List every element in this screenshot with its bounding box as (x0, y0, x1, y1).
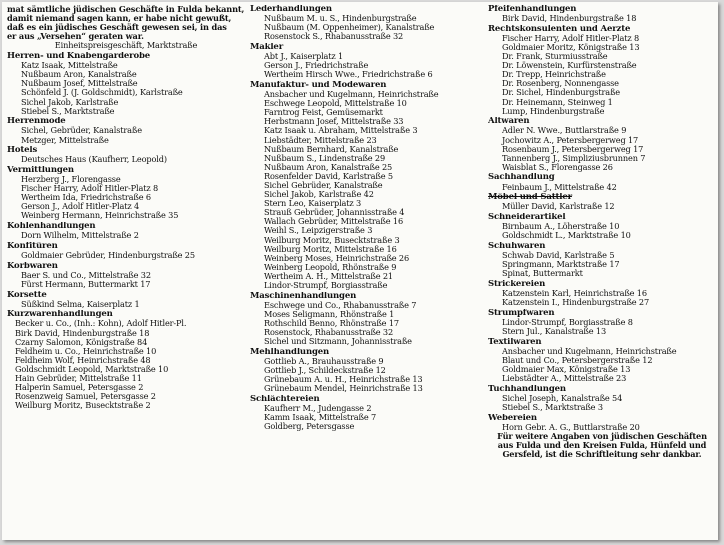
list-entry: Sichel Joseph, Kanalstraße 54 (502, 393, 623, 403)
list-entry: Liebstädter, Mittelstraße 23 (264, 135, 377, 145)
text-line: er aus „Versehen“ geraten war. (7, 32, 144, 42)
list-entry: Feldheim u. Co., Heinrichstraße 10 (15, 346, 157, 356)
list-entry: Nußbaum (M. Oppenheimer), Kanalstraße (264, 23, 435, 33)
section-heading: Herrenmode (7, 117, 66, 127)
newspaper-page (2, 2, 718, 540)
list-entry: Horn Gebr. A. G., Buttlarstraße 20 (502, 422, 640, 432)
list-entry: Rosenzweig Samuel, Petersgasse 2 (15, 392, 156, 402)
list-entry: Liebstädter A., Mittelstraße 23 (502, 374, 627, 383)
section-heading: Konfitüren (7, 241, 58, 251)
section-heading: Möbel und Sattler (488, 193, 572, 203)
list-entry: Deutsches Haus (Kaufherr, Leopold) (21, 155, 167, 165)
list-entry: Wertheim Ida, Friedrichstraße 6 (21, 193, 151, 203)
list-entry: Katzenstein I., Hindenburgstraße 27 (502, 298, 650, 308)
list-entry: Strauß Gebrüder, Johannisstraße 4 (264, 208, 405, 218)
section-heading: Vermittlungen (7, 165, 74, 175)
list-entry: Weihl S., Leipzigerstraße 3 (264, 226, 373, 236)
section-heading: Pfeifenhandlungen (488, 5, 577, 14)
list-entry: Fürst Hermann, Buttermarkt 17 (21, 279, 151, 289)
list-entry: Stern Jul., Kanalstraße 13 (502, 326, 607, 336)
section-heading: Strumpfwaren (488, 308, 555, 318)
list-entry: Dr. Heinemann, Steinweg 1 (502, 97, 613, 107)
list-entry: Goldmaier Gebrüder, Hindenburgstraße 25 (21, 251, 195, 260)
list-entry: Sichel Jakob, Karlstraße 42 (264, 190, 374, 200)
list-entry: Springmann, Marktstraße 17 (502, 260, 620, 270)
list-entry: Schwab David, Karlstraße 5 (502, 251, 615, 260)
list-entry: Birk David, Hindenburgstraße 18 (15, 328, 150, 338)
section-heading: Herren- und Knabengarderobe (7, 52, 151, 62)
list-entry: Eschwege Leopold, Mittelstraße 10 (264, 99, 407, 109)
column-middle (250, 5, 482, 431)
list-entry: Weinberg Leopold, Rhönstraße 9 (264, 262, 397, 272)
text-line: Gersfeld, ist die Schriftleitung sehr dankbar. (502, 449, 702, 459)
list-entry: Goldberg, Petersgasse (264, 422, 355, 432)
list-entry: Nußbaum Aron, Kanalstraße 25 (264, 162, 393, 172)
section-heading: Korsette (7, 290, 47, 300)
text-line: Für weitere Angaben von jüdischen Geschäften (497, 431, 707, 441)
section-heading: Rechtskonsulenten und Aerzte (488, 24, 631, 34)
list-entry: Grünebaum A. u. H., Heinrichstraße 13 (264, 375, 423, 385)
list-entry: Herbstmann Josef, Mittelstraße 33 (264, 117, 404, 127)
list-entry: Gerson J., Friedrichstraße (264, 61, 369, 71)
list-entry: Rosenstock S., Rhabanusstraße 32 (264, 32, 404, 42)
list-entry: Schönfeld J. (J. Goldschmidt), Karlstraße (21, 88, 183, 98)
list-entry: Katz Isaak, Mittelstraße (21, 61, 118, 71)
section-heading: Textilwaren (488, 337, 542, 347)
list-entry: Moses Seligmann, Rhönstraße 1 (264, 309, 395, 319)
list-entry: Dr. Rosenberg, Nonnengasse (502, 79, 619, 89)
list-entry: Katz Isaak u. Abraham, Mittelstraße 3 (264, 126, 418, 136)
list-entry: Rothschild Benno, Rhönstraße 17 (264, 318, 399, 328)
list-entry: Nußbaum S., Lindenstraße 29 (264, 153, 386, 163)
text-line: mat sämtliche jüdischen Geschäfte in Fulda bekannt, (7, 5, 245, 14)
section-heading: Strickereien (488, 279, 546, 289)
list-entry: Goldmaier Moritz, Königstraße 13 (502, 42, 640, 52)
list-entry: Birnbaum A., Löherstraße 10 (502, 222, 620, 232)
list-entry: Dr. Löwenstein, Kurfürstenstraße (502, 61, 637, 71)
list-entry: Stiebel S., Marktstraße (21, 106, 115, 116)
list-entry: Adler N. Wwe., Buttlarstraße 9 (502, 126, 627, 136)
section-heading: Schneiderartikel (488, 213, 566, 223)
list-entry: Rosenstock, Rhabanusstraße 32 (264, 328, 394, 338)
list-entry: Dr. Frank, Sturmiusstraße (502, 52, 608, 62)
list-entry: Blaut und Co., Petersbergerstraße 12 (502, 355, 653, 365)
list-entry: Nußbaum Aron, Kanalstraße (21, 70, 137, 80)
list-entry: Sichel Gebrüder, Kanalstraße (264, 180, 383, 190)
list-entry: Goldmaier Max, Königstraße 13 (502, 364, 631, 374)
section-heading: Maschinenhandlungen (250, 291, 357, 301)
list-entry: Rosenfelder David, Karlstraße 5 (264, 171, 393, 181)
list-entry: Fischer Harry, Adolf Hitler-Platz 8 (21, 184, 159, 194)
list-entry: Farntrog Feist, Gemüsemarkt (264, 108, 383, 118)
list-entry: Müller David, Karlstraße 12 (502, 202, 615, 212)
list-entry: Katzenstein Karl, Heinrichstraße 16 (502, 288, 647, 298)
list-entry: Nußbaum Bernhard, Kanalstraße (264, 144, 399, 154)
list-entry: Tannenberg J., Simpliziusbrunnen 7 (502, 153, 646, 163)
section-heading: Mehlhandlungen (250, 347, 330, 357)
list-entry: Grünebaum Mendel, Heinrichstraße 13 (264, 384, 423, 394)
list-entry: Lindor-Strumpf, Borgiasstraße 8 (502, 317, 633, 327)
list-entry: Gottlieb A., Brauhausstraße 9 (264, 356, 384, 366)
list-entry: Abt J., Kaiserplatz 1 (264, 52, 344, 62)
list-entry: Fischer Harry, Adolf Hitler-Platz 8 (502, 33, 640, 43)
section-heading: Hotels (7, 146, 38, 156)
list-entry: Wertheim A. H., Mittelstraße 21 (264, 271, 393, 281)
list-entry: Wallach Gebrüder, Mittelstraße 16 (264, 217, 404, 227)
list-entry: Czarny Salomon, Königstraße 84 (15, 337, 148, 347)
list-entry: Dr. Trepp, Heinrichstraße (502, 70, 606, 80)
list-entry: Weilburg Moritz, Mittelstraße 16 (264, 244, 397, 254)
section-heading: Manufaktur- und Modewaren (250, 80, 387, 90)
list-entry: Süßkind Selma, Kaiserplatz 1 (21, 299, 140, 309)
list-entry: Gottlieb J., Schildeckstraße 12 (264, 366, 386, 376)
section-heading: Kohlenhandlungen (7, 222, 96, 232)
list-entry: Weilburg Moritz, Busecktstraße 3 (264, 235, 400, 245)
list-entry: Weilburg Moritz, Busecktstraße 2 (15, 401, 151, 411)
text-line: Einheitspreisgeschäft, Marktstraße (54, 41, 198, 51)
list-entry: Kamm Isaak, Mittelstraße 7 (264, 413, 377, 423)
list-entry: Stern Leo, Kaiserplatz 3 (264, 199, 362, 209)
list-entry: Waisblat S., Florengasse 26 (502, 162, 613, 172)
list-entry: Eschwege und Co., Rhabanusstraße 7 (264, 300, 417, 310)
list-entry: Sichel, Gebrüder, Kanalstraße (21, 126, 142, 136)
section-heading: Schuhwaren (488, 241, 546, 251)
list-entry: Jochowitz A., Petersbergerweg 17 (502, 135, 639, 145)
list-entry: Feldheim Wolf, Heinrichstraße 48 (15, 355, 151, 365)
list-entry: Nußbaum Josef, Mittelstraße (21, 79, 138, 89)
list-entry: Rosenbaum J., Petersbergerweg 17 (502, 144, 644, 154)
list-entry: Becker u. Co., (Inh.: Kohn), Adolf Hitler-Pl. (15, 319, 187, 329)
section-heading: Lederhandlungen (250, 5, 332, 14)
list-entry: Ansbacher und Kugelmann, Heinrichstraße (502, 346, 677, 356)
list-entry: Kaufherr M., Judengasse 2 (264, 404, 372, 413)
section-heading: Makler (250, 42, 284, 52)
list-entry: Metzger, Mittelstraße (21, 135, 109, 145)
list-entry: Weinberg Hermann, Heinrichstraße 35 (21, 211, 179, 221)
list-entry: Lindor-Strumpf, Borgiasstraße (264, 281, 388, 290)
section-heading: Korbwaren (7, 261, 58, 271)
list-entry: Herzberg J., Florengasse (21, 175, 121, 185)
list-entry: Sichel Jakob, Karlstraße (21, 97, 119, 107)
list-entry: Birk David, Hindenburgstraße 18 (502, 14, 637, 24)
list-entry: Dr. Sichel, Hindenburgstraße (502, 88, 620, 98)
section-heading: Webereien (488, 413, 537, 423)
section-heading: Tuchhandlungen (488, 384, 566, 394)
list-entry: Spinat, Buttermarkt (502, 269, 583, 279)
list-entry: Ansbacher und Kugelmann, Heinrichstraße (264, 90, 439, 100)
column-right (488, 5, 716, 459)
list-entry: Stiebel S., Marktstraße 3 (502, 402, 603, 412)
text-line: damit niemand sagen kann, er habe nicht gewußt, (7, 14, 232, 24)
section-heading: Sachhandlung (488, 173, 555, 183)
list-entry: Lump, Hindenburgstraße (502, 106, 605, 116)
list-entry: Weinberg Moses, Heinrichstraße 26 (264, 253, 410, 263)
text-line: daß es ein jüdisches Geschäft gewesen sei, in das (7, 23, 227, 33)
section-heading: Kurzwarenhandlungen (7, 310, 113, 320)
list-entry: Dorn Wilhelm, Mittelstraße 2 (21, 231, 139, 241)
list-entry: Sichel und Sitzmann, Johannisstraße (264, 337, 412, 347)
list-entry: Hain Gebrüder, Mittelstraße 11 (15, 374, 142, 383)
list-entry: Nußbaum M. u. S., Hindenburgstraße (264, 14, 417, 24)
list-entry: Baer S. und Co., Mittelstraße 32 (21, 270, 151, 280)
section-heading: Schlächtereien (250, 394, 320, 404)
section-heading: Altwaren (488, 117, 530, 127)
text-line: aus Fulda und den Kreisen Fulda, Hünfeld und (497, 440, 707, 450)
list-entry: Gerson J., Adolf Hitler-Platz 4 (21, 202, 140, 212)
list-entry: Goldschmidt Leopold, Marktstraße 10 (15, 364, 169, 374)
list-entry: Goldschmidt L., Marktstraße 10 (502, 231, 631, 241)
list-entry: Feinbaum J., Mittelstraße 42 (502, 182, 617, 192)
list-entry: Halperin Samuel, Petersgasse 2 (15, 383, 144, 393)
column-left (7, 5, 245, 410)
list-entry: Wertheim Hirsch Wwe., Friedrichstraße 6 (264, 70, 433, 80)
